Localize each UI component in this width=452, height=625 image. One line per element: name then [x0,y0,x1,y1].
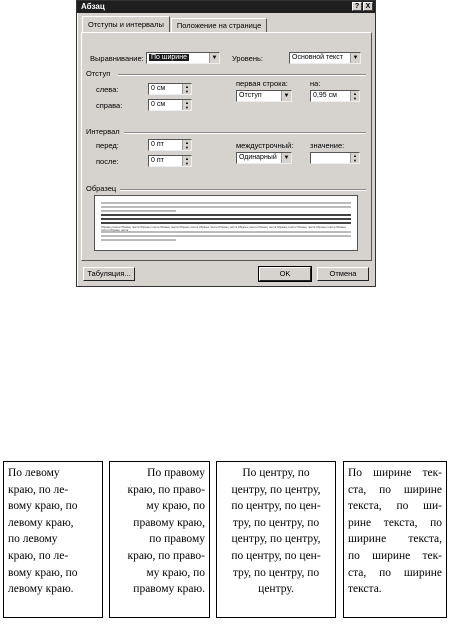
sample-group-label: Образец [86,184,117,193]
chevron-down-icon[interactable]: ▼ [281,153,291,163]
text-line: рине текста, по [348,516,442,529]
indent-group-label: Отступ [86,69,111,78]
text-line: вому краю, по [8,500,78,513]
text-line: По правому [147,467,205,479]
ok-button[interactable]: OK [259,267,311,281]
first-line-select[interactable] [236,90,292,102]
spinner-icon[interactable]: ▲ ▼ [182,140,191,150]
dialog-title: Абзац [81,2,105,11]
spinner-icon[interactable]: ▲ ▼ [182,156,191,166]
text-line: центру, по центру, [231,483,321,496]
chevron-down-icon[interactable]: ▼ [281,91,291,101]
spacing-divider [124,132,366,134]
align-left-example [3,461,103,618]
indent-divider [118,74,366,76]
align-center-example [216,461,336,618]
text-line: центру, по центру, [231,533,321,546]
text-line: му краю, по [146,566,205,579]
text-line: краю, по право- [127,483,205,496]
text-line: ста, по ширине [348,483,442,496]
indent-left-value: 0 см [151,85,166,92]
spinner-icon[interactable]: ▲ ▼ [182,84,191,94]
indent-on-input[interactable] [310,90,360,102]
spinner-icon[interactable]: ▲ ▼ [350,153,359,163]
text-line: текста, по ши- [348,500,442,513]
text-line: тру, по центру, по [232,566,320,579]
cancel-button[interactable]: Отмена [317,267,369,281]
text-line: вому краю, по [8,566,78,579]
spinner-icon[interactable]: ▲ ▼ [350,91,359,101]
text-line: по правому [149,533,205,546]
text-line: му краю, по [146,500,205,513]
text-line: по центру, по цен- [231,500,321,513]
text-line: текста. [348,583,382,596]
text-line: по центру, по цен- [231,549,321,562]
sample-text: Образец текста Образец текста Образец текста Образец текста Образец текста Образец текста Образец текста Образец текста Образец текста Образец текста Образец текста Образец текста Образец текста Образец текста [101,226,347,232]
help-button[interactable]: ? [352,2,362,11]
level-value: Основной текст [292,54,343,61]
spacing-before-input[interactable] [148,139,192,151]
text-line: По центру, по [242,467,310,479]
text-line: По ширине тек- [348,467,442,479]
line-spacing-value: Одинарный [239,154,277,161]
text-line: краю, по ле- [8,483,69,496]
align-justify-example [343,461,447,618]
text-line: По левому [8,467,60,479]
alignment-label: Выравнивание: [90,54,144,63]
first-line-label: первая строка: [236,79,288,88]
sample-preview [94,195,358,251]
text-line: левому краю. [8,583,74,596]
indent-left-input[interactable] [148,83,192,95]
spacing-after-label: после: [96,157,119,166]
chevron-down-icon[interactable]: ▼ [209,53,219,63]
indent-on-value: 0,95 см [313,92,337,99]
text-line: по ширине тек- [348,549,442,562]
level-select[interactable] [289,52,361,64]
sample-divider [120,189,366,191]
indent-on-label: на: [310,79,321,88]
text-line: тру, по центру, по [232,516,320,529]
text-line: левому краю, [8,516,74,529]
text-line: правому краю. [133,583,205,596]
alignment-value: По ширине [151,54,187,61]
paragraph-dialog [76,0,376,287]
indent-right-value: 0 см [151,101,166,108]
close-button[interactable]: X [363,2,373,11]
indent-right-label: справа: [96,101,123,110]
tab-indents-spacing[interactable]: Отступы и интервалы [82,16,170,32]
indent-right-input[interactable] [148,99,192,111]
tabs-button[interactable]: Табуляция... [83,267,135,281]
chevron-down-icon[interactable]: ▼ [350,53,360,63]
line-spacing-select[interactable] [236,152,292,164]
indent-left-label: слева: [96,85,119,94]
alignment-select[interactable] [146,52,220,64]
spinner-icon[interactable]: ▲ ▼ [182,100,191,110]
level-label: Уровень: [232,54,263,63]
text-line: ширине текста, [348,533,442,546]
dialog-tabs [82,18,268,32]
spacing-after-value: 0 пт [151,157,164,164]
text-line: правому краю, [133,516,205,529]
text-line: краю, по ле- [8,549,69,562]
spacing-after-input[interactable] [148,155,192,167]
spacing-before-label: перед: [96,141,119,150]
spacing-value-label: значение: [310,141,345,150]
text-line: по левому [8,533,58,546]
first-line-value: Отступ [239,92,262,99]
tab-panel [81,32,372,261]
tab-page-position[interactable]: Положение на странице [171,18,267,32]
spacing-value-input[interactable] [310,152,360,164]
spacing-group-label: Интервал [86,127,120,136]
dialog-titlebar[interactable] [77,1,375,13]
text-line: краю, по право- [127,549,205,562]
line-spacing-label: междустрочный: [236,141,294,150]
spacing-before-value: 0 пт [151,141,164,148]
text-line: центру. [258,583,294,596]
align-right-example [109,461,210,618]
text-line: ста, по ширине [348,566,442,579]
